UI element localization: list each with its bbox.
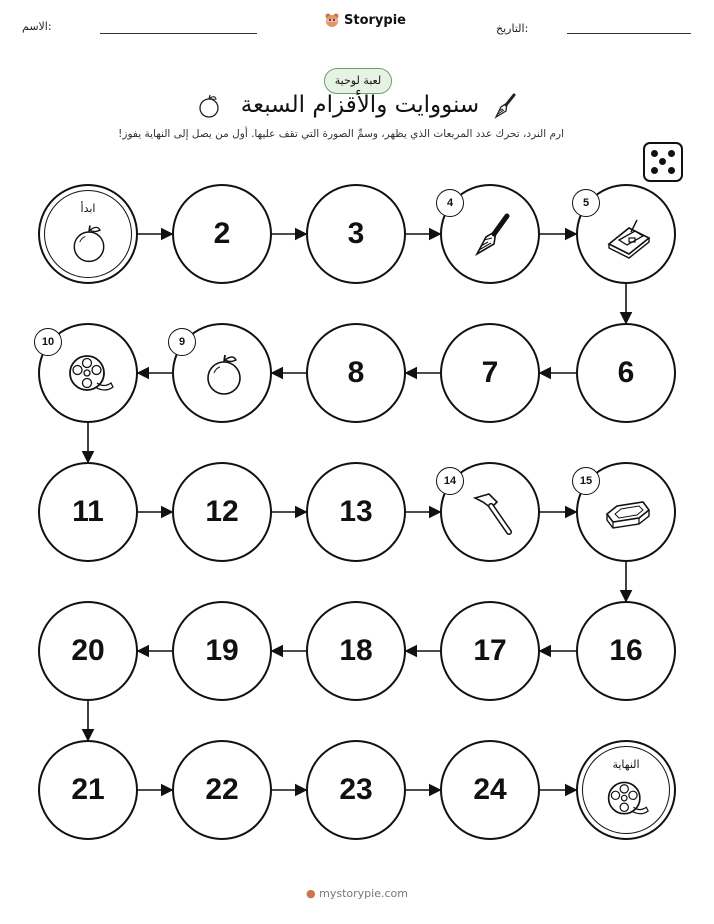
end-label: النهاية [612, 758, 640, 771]
board-cell-1 [38, 184, 138, 284]
board-cell-18 [306, 601, 406, 701]
date-label: التاريخ: [496, 22, 529, 35]
board-cell-20 [38, 601, 138, 701]
board-cell-8 [306, 323, 406, 423]
board-cell-12 [172, 462, 272, 562]
footer-url[interactable]: mystorypie.com [319, 887, 408, 900]
brush-icon [467, 210, 517, 260]
board-cell-19 [172, 601, 272, 701]
board-cell-2 [172, 184, 272, 284]
cell-number: 23 [339, 773, 373, 806]
board-cell-11 [38, 462, 138, 562]
instructions: ارم النرد، تحرك عدد المربعات الذي يظهر، وسمِّ الصورة التي تقف عليها. أول من يصل إلى النهاية يفوز! [118, 128, 564, 140]
cell-number: 22 [205, 773, 239, 806]
board-cell-21 [38, 740, 138, 840]
cell-number: 21 [71, 773, 105, 806]
mousetrap-icon [603, 210, 653, 260]
board-cell-15 [576, 462, 676, 562]
cell-number: 18 [339, 634, 373, 667]
board-cell-5 [576, 184, 676, 284]
cell-number-badge: 10 [34, 328, 62, 356]
cell-number-badge: 9 [168, 328, 196, 356]
page-title: سنووايت والأقزام السبعة [240, 92, 480, 118]
game-type-badge: لعبة لوحية [324, 68, 392, 94]
cell-number: 3 [347, 217, 365, 250]
board-cell-23 [306, 740, 406, 840]
board-cell-25 [576, 740, 676, 840]
board-cell-13 [306, 462, 406, 562]
cell-number-badge: 4 [436, 189, 464, 217]
board-cell-9 [172, 323, 272, 423]
cell-number: 11 [72, 495, 104, 528]
cell-number-badge: 15 [572, 467, 600, 495]
cell-number: 17 [473, 634, 507, 667]
name-label: الاسم: [22, 20, 52, 33]
board-cell-10 [38, 323, 138, 423]
cell-number: 2 [213, 217, 231, 250]
start-label: ابدأ [80, 202, 96, 215]
cell-number: 12 [205, 495, 239, 528]
cell-number: 7 [481, 356, 499, 389]
cell-number: 6 [617, 356, 635, 389]
board-cell-14 [440, 462, 540, 562]
cell-number: 20 [71, 634, 105, 667]
cell-number: 24 [473, 773, 507, 806]
brand-name: Storypie [344, 12, 406, 28]
board-cell-3 [306, 184, 406, 284]
cell-number: 19 [205, 634, 239, 667]
board-cell-4 [440, 184, 540, 284]
hammer-icon [467, 488, 517, 538]
cell-number: 8 [347, 356, 365, 389]
board-cell-17 [440, 601, 540, 701]
cell-number-badge: 5 [572, 189, 600, 217]
coffin-icon [603, 488, 653, 538]
cell-number: 13 [339, 495, 373, 528]
film-reel-icon [604, 776, 654, 826]
apple-icon [66, 220, 116, 270]
cell-number-badge: 14 [436, 467, 464, 495]
film-reel-icon [65, 349, 115, 399]
footer-mascot-icon: ● [306, 887, 316, 900]
cell-number: 16 [609, 634, 643, 667]
board-cell-22 [172, 740, 272, 840]
board-cell-24 [440, 740, 540, 840]
board-cell-6 [576, 323, 676, 423]
apple-icon [199, 349, 249, 399]
board-cell-16 [576, 601, 676, 701]
board-cell-7 [440, 323, 540, 423]
footer [0, 887, 714, 900]
